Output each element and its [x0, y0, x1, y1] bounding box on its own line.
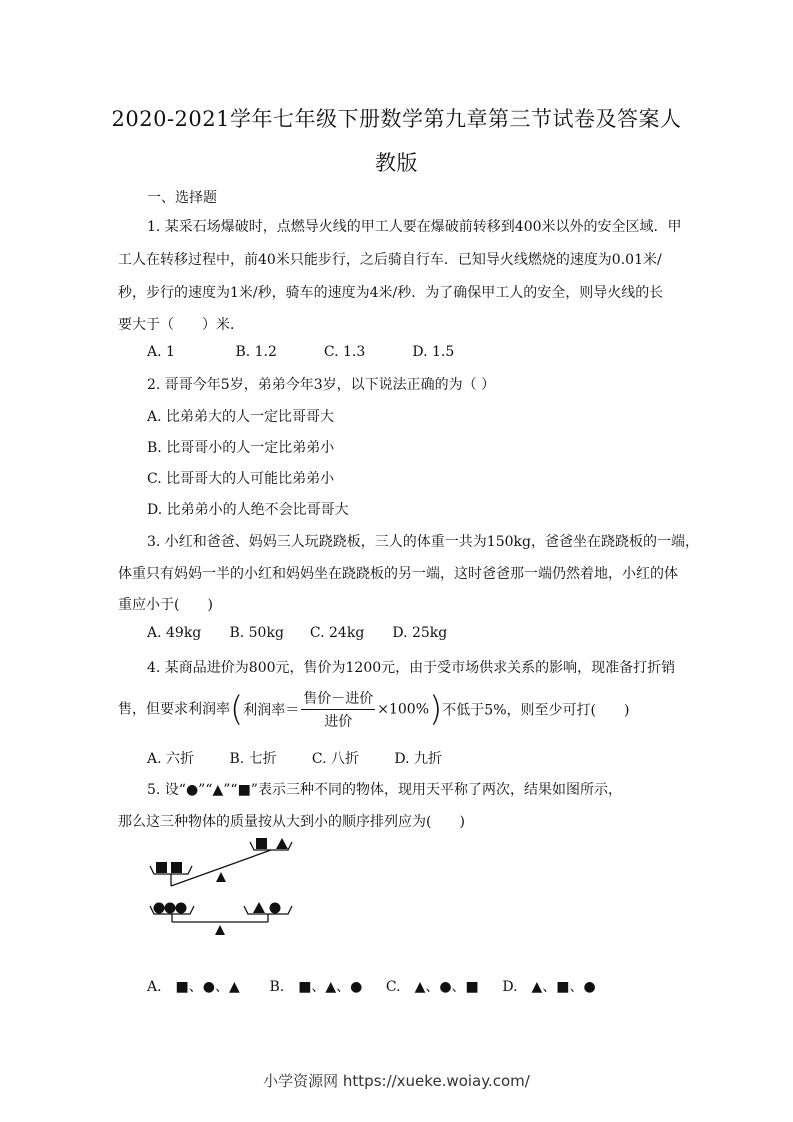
q4-option-c: C. 八折: [311, 751, 360, 767]
square-icon: [156, 862, 167, 873]
circle-icon: [154, 903, 165, 914]
q5-option-b: B. ■、▲、●: [269, 979, 363, 995]
q2-option-a: A. 比弟弟大的人一定比哥哥大: [147, 409, 335, 425]
page-title: 2020-2021学年七年级下册数学第九章第三节试卷及答案人: [111, 107, 682, 131]
fulcrum-icon: [216, 872, 226, 882]
square-icon: [256, 838, 267, 849]
q2-option-c: C. 比哥哥大的人可能比弟弟小: [147, 471, 335, 487]
q5-option-d: D. ▲、■、●: [502, 979, 596, 995]
q1-line2: 工人在转移过程中，前40米只能步行，之后骑自行车．已知导火线燃烧的速度为0.01米/: [118, 252, 662, 268]
q2-option-d: D. 比弟弟小的人绝不会比哥哥大: [147, 502, 349, 518]
q1-option-c: C. 1.3: [323, 344, 366, 360]
circle-icon: [176, 903, 187, 914]
q5-option-c: C. ▲、●、■: [385, 979, 479, 995]
q1-line4: 要大于（ ）米．: [118, 317, 244, 333]
fulcrum-icon: [215, 925, 225, 935]
q1-option-d: D. 1.5: [412, 344, 455, 360]
q3-option-b: B. 50kg: [229, 625, 284, 641]
q5-options: [147, 976, 596, 996]
balance-diagram-1: [140, 830, 310, 890]
q4-option-a: A. 六折: [147, 751, 195, 767]
q1-option-a: A. 1: [147, 344, 175, 360]
q3-option-a: A. 49kg: [147, 625, 202, 641]
triangle-icon: [276, 838, 288, 849]
q3-options: [147, 625, 447, 641]
q1-line1: 1. 某采石场爆破时，点燃导火线的甲工人要在爆破前转移到400米以外的安全区域．甲: [147, 219, 682, 235]
q2-stem: 2. 哥哥今年5岁，弟弟今年3岁，以下说法正确的为（ ）: [147, 377, 496, 393]
formula-fraction: [301, 688, 375, 731]
formula-right-paren: ): [429, 689, 443, 730]
square-icon: [171, 862, 182, 873]
balance-diagram-2: [140, 896, 310, 946]
q2-option-b: B. 比哥哥小的人一定比弟弟小: [147, 440, 335, 456]
formula-label: 利润率＝: [243, 702, 300, 719]
formula-left-paren: (: [230, 689, 244, 730]
q5-line1: 5. 设“●”“▲”“■”表示三种不同的物体，现用天平称了两次，结果如图所示，: [147, 782, 622, 798]
profit-formula: [243, 688, 429, 731]
q1-options: [147, 344, 454, 360]
q3-option-d: D. 25kg: [392, 625, 448, 641]
q5-option-a: A. ■、●、▲: [147, 979, 240, 995]
circle-icon: [165, 903, 176, 914]
page-title-cont: 教版: [375, 151, 418, 175]
q4-option-d: D. 九折: [394, 751, 442, 767]
q3-line3: 重应小于( ): [118, 597, 213, 613]
formula-numerator: 售价－进价: [301, 688, 375, 710]
formula-tail: ×100%: [377, 701, 430, 718]
q4-line1: 4. 某商品进价为800元，售价为1200元，由于受市场供求关系的影响，现准备打折销: [147, 660, 676, 676]
q1-line3: 秒，步行的速度为1米/秒，骑车的速度为4米/秒．为了确保甲工人的安全，则导火线的长: [118, 285, 664, 301]
q5-line2: 那么这三种物体的质量按从大到小的顺序排列应为( ): [118, 814, 465, 830]
q4-line2: [118, 688, 629, 731]
q4-option-b: B. 七折: [229, 751, 277, 767]
q1-option-b: B. 1.2: [235, 344, 277, 360]
circle-icon: [270, 903, 281, 914]
footer-watermark: 小学资源网 https://xueke.woiay.com/: [263, 1072, 530, 1090]
section-heading: 一、选择题: [147, 190, 217, 206]
q4-line2-pre: 售，但要求利润率: [118, 701, 230, 718]
q4-options: [147, 748, 442, 768]
q3-line2: 体重只有妈妈一半的小红和妈妈坐在跷跷板的另一端，这时爸爸那一端仍然着地，小红的体: [118, 566, 678, 582]
q4-line2-post: 不低于5%，则至少可打( ): [442, 702, 630, 719]
q3-line1: 3. 小红和爸爸、妈妈三人玩跷跷板，三人的体重一共为150kg，爸爸坐在跷跷板的一端，: [147, 534, 699, 550]
q3-option-c: C. 24kg: [309, 625, 365, 641]
formula-denominator: 进价: [324, 714, 353, 730]
triangle-icon: [253, 902, 265, 913]
